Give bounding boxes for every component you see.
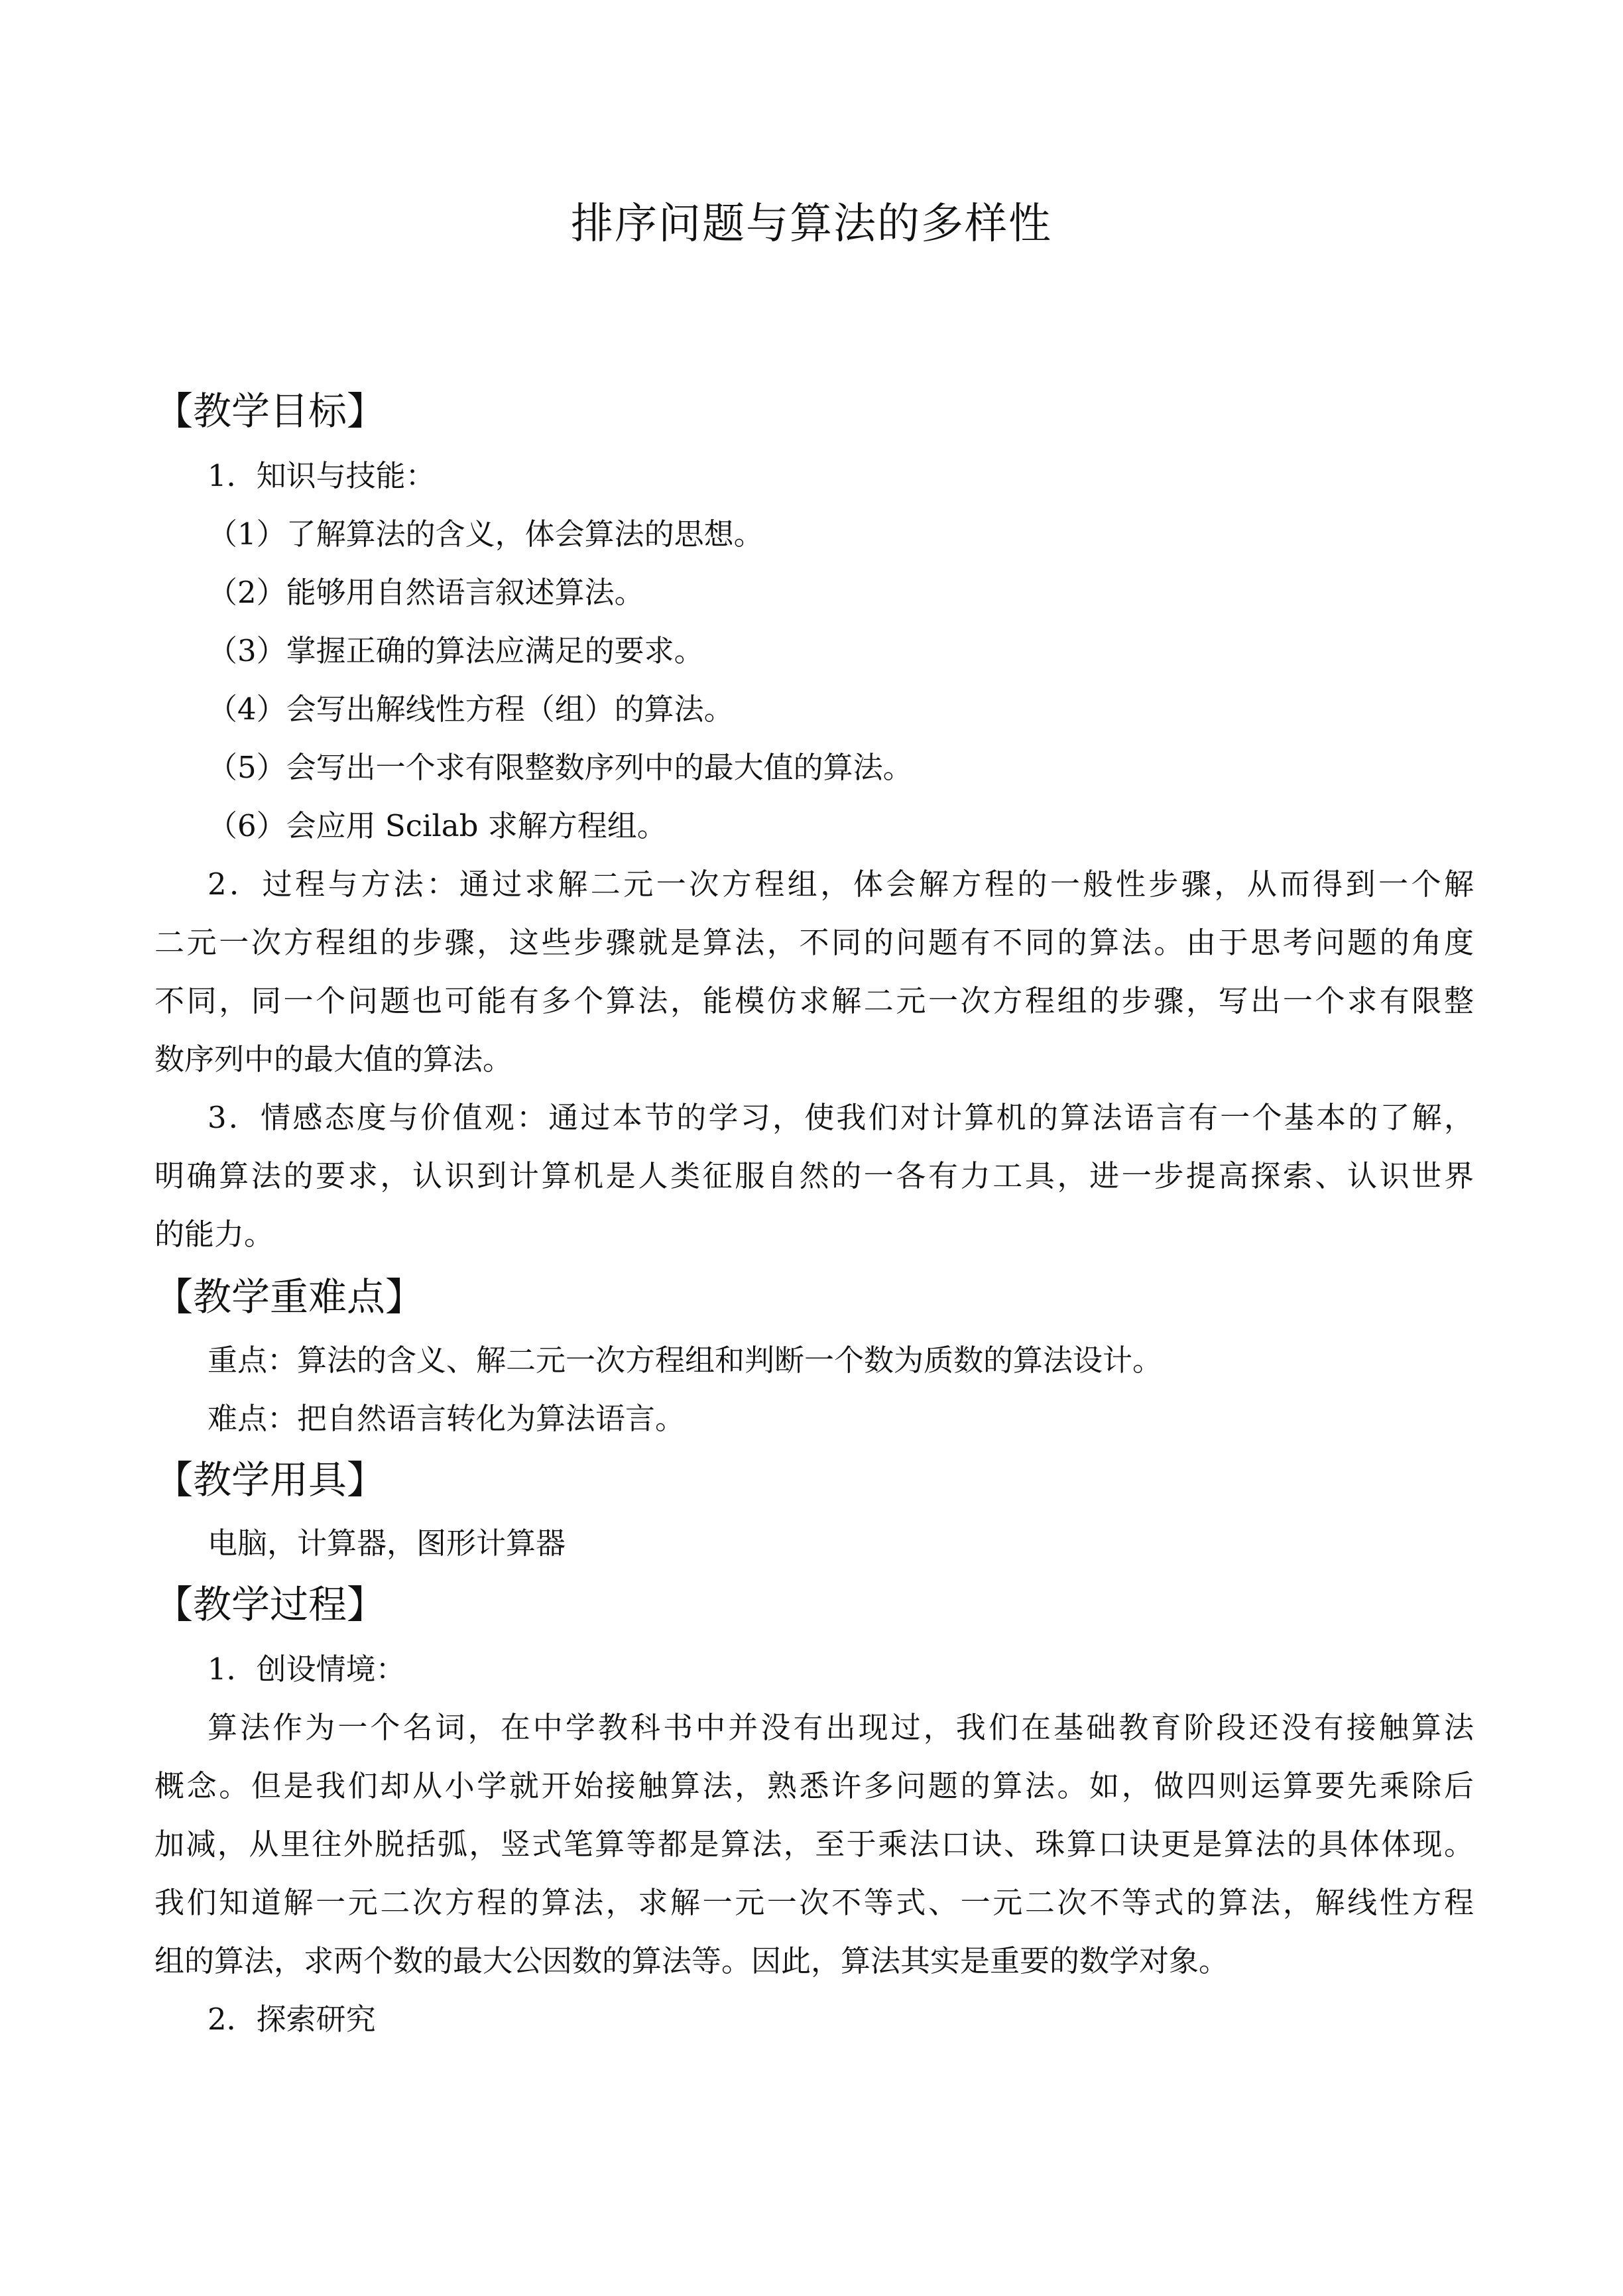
goal-item-2-line-3: 不同，同一个问题也可能有多个算法，能模仿求解二元一次方程组的步骤，写出一个求有限整 [154, 983, 1474, 1018]
goal-item-2-line-1: 2．过程与方法：通过求解二元一次方程组，体会解方程的一般性步骤，从而得到一个解 [208, 867, 1474, 902]
goal-item-2-line-2: 二元一次方程组的步骤，这些步骤就是算法，不同的问题有不同的算法。由于思考问题的角度 [154, 925, 1474, 960]
section-heading-process: 【教学过程】 [154, 1582, 386, 1627]
process-paragraph-line-4: 我们知道解一元二次方程的算法，求解一元一次不等式、一元二次不等式的算法，解线性方程 [154, 1885, 1474, 1920]
section-heading-tools: 【教学用具】 [154, 1457, 386, 1502]
goal-item-3-line-1: 3．情感态度与价值观：通过本节的学习，使我们对计算机的算法语言有一个基本的了解， [208, 1100, 1474, 1135]
section-heading-goals: 【教学目标】 [154, 389, 386, 434]
goal-sub-5: （5）会写出一个求有限整数序列中的最大值的算法。 [208, 750, 913, 785]
goal-sub-3: （3）掌握正确的算法应满足的要求。 [208, 633, 704, 668]
process-paragraph-line-1: 算法作为一个名词，在中学教科书中并没有出现过，我们在基础教育阶段还没有接触算法 [208, 1710, 1474, 1745]
goal-item-2-line-4: 数序列中的最大值的算法。 [154, 1042, 513, 1077]
goal-item-3-line-2: 明确算法的要求，认识到计算机是人类征服自然的一各有力工具，进一步提高探索、认识世界 [154, 1158, 1474, 1193]
process-step-1-title: 1．创设情境： [208, 1652, 406, 1687]
goal-item-3-line-3: 的能力。 [154, 1217, 274, 1252]
key-point-focus: 重点：算法的含义、解二元一次方程组和判断一个数为质数的算法设计。 [208, 1343, 1163, 1378]
goal-sub-2: （2）能够用自然语言叙述算法。 [208, 575, 644, 610]
key-point-difficulty: 难点：把自然语言转化为算法语言。 [208, 1401, 686, 1436]
goal-sub-4: （4）会写出解线性方程（组）的算法。 [208, 692, 734, 727]
goal-sub-6: （6）会应用 Scilab 求解方程组。 [208, 808, 667, 843]
goal-item-1-title: 1．知识与技能： [208, 458, 436, 493]
goal-sub-1: （1）了解算法的含义，体会算法的思想。 [208, 516, 764, 552]
process-paragraph-line-3: 加减，从里往外脱括弧，竖式笔算等都是算法，至于乘法口诀、珠算口诀更是算法的具体体现。 [154, 1827, 1474, 1862]
process-paragraph-line-2: 概念。但是我们却从小学就开始接触算法，熟悉许多问题的算法。如，做四则运算要先乘除后 [154, 1768, 1474, 1803]
tools-list: 电脑，计算器，图形计算器 [208, 1526, 566, 1561]
section-heading-key-points: 【教学重难点】 [154, 1274, 424, 1319]
process-step-2-title: 2．探索研究 [208, 2002, 376, 2037]
process-paragraph-line-5: 组的算法，求两个数的最大公因数的算法等。因此，算法其实是重要的数学对象。 [154, 1943, 1229, 1978]
page-title: 排序问题与算法的多样性 [571, 200, 1052, 249]
